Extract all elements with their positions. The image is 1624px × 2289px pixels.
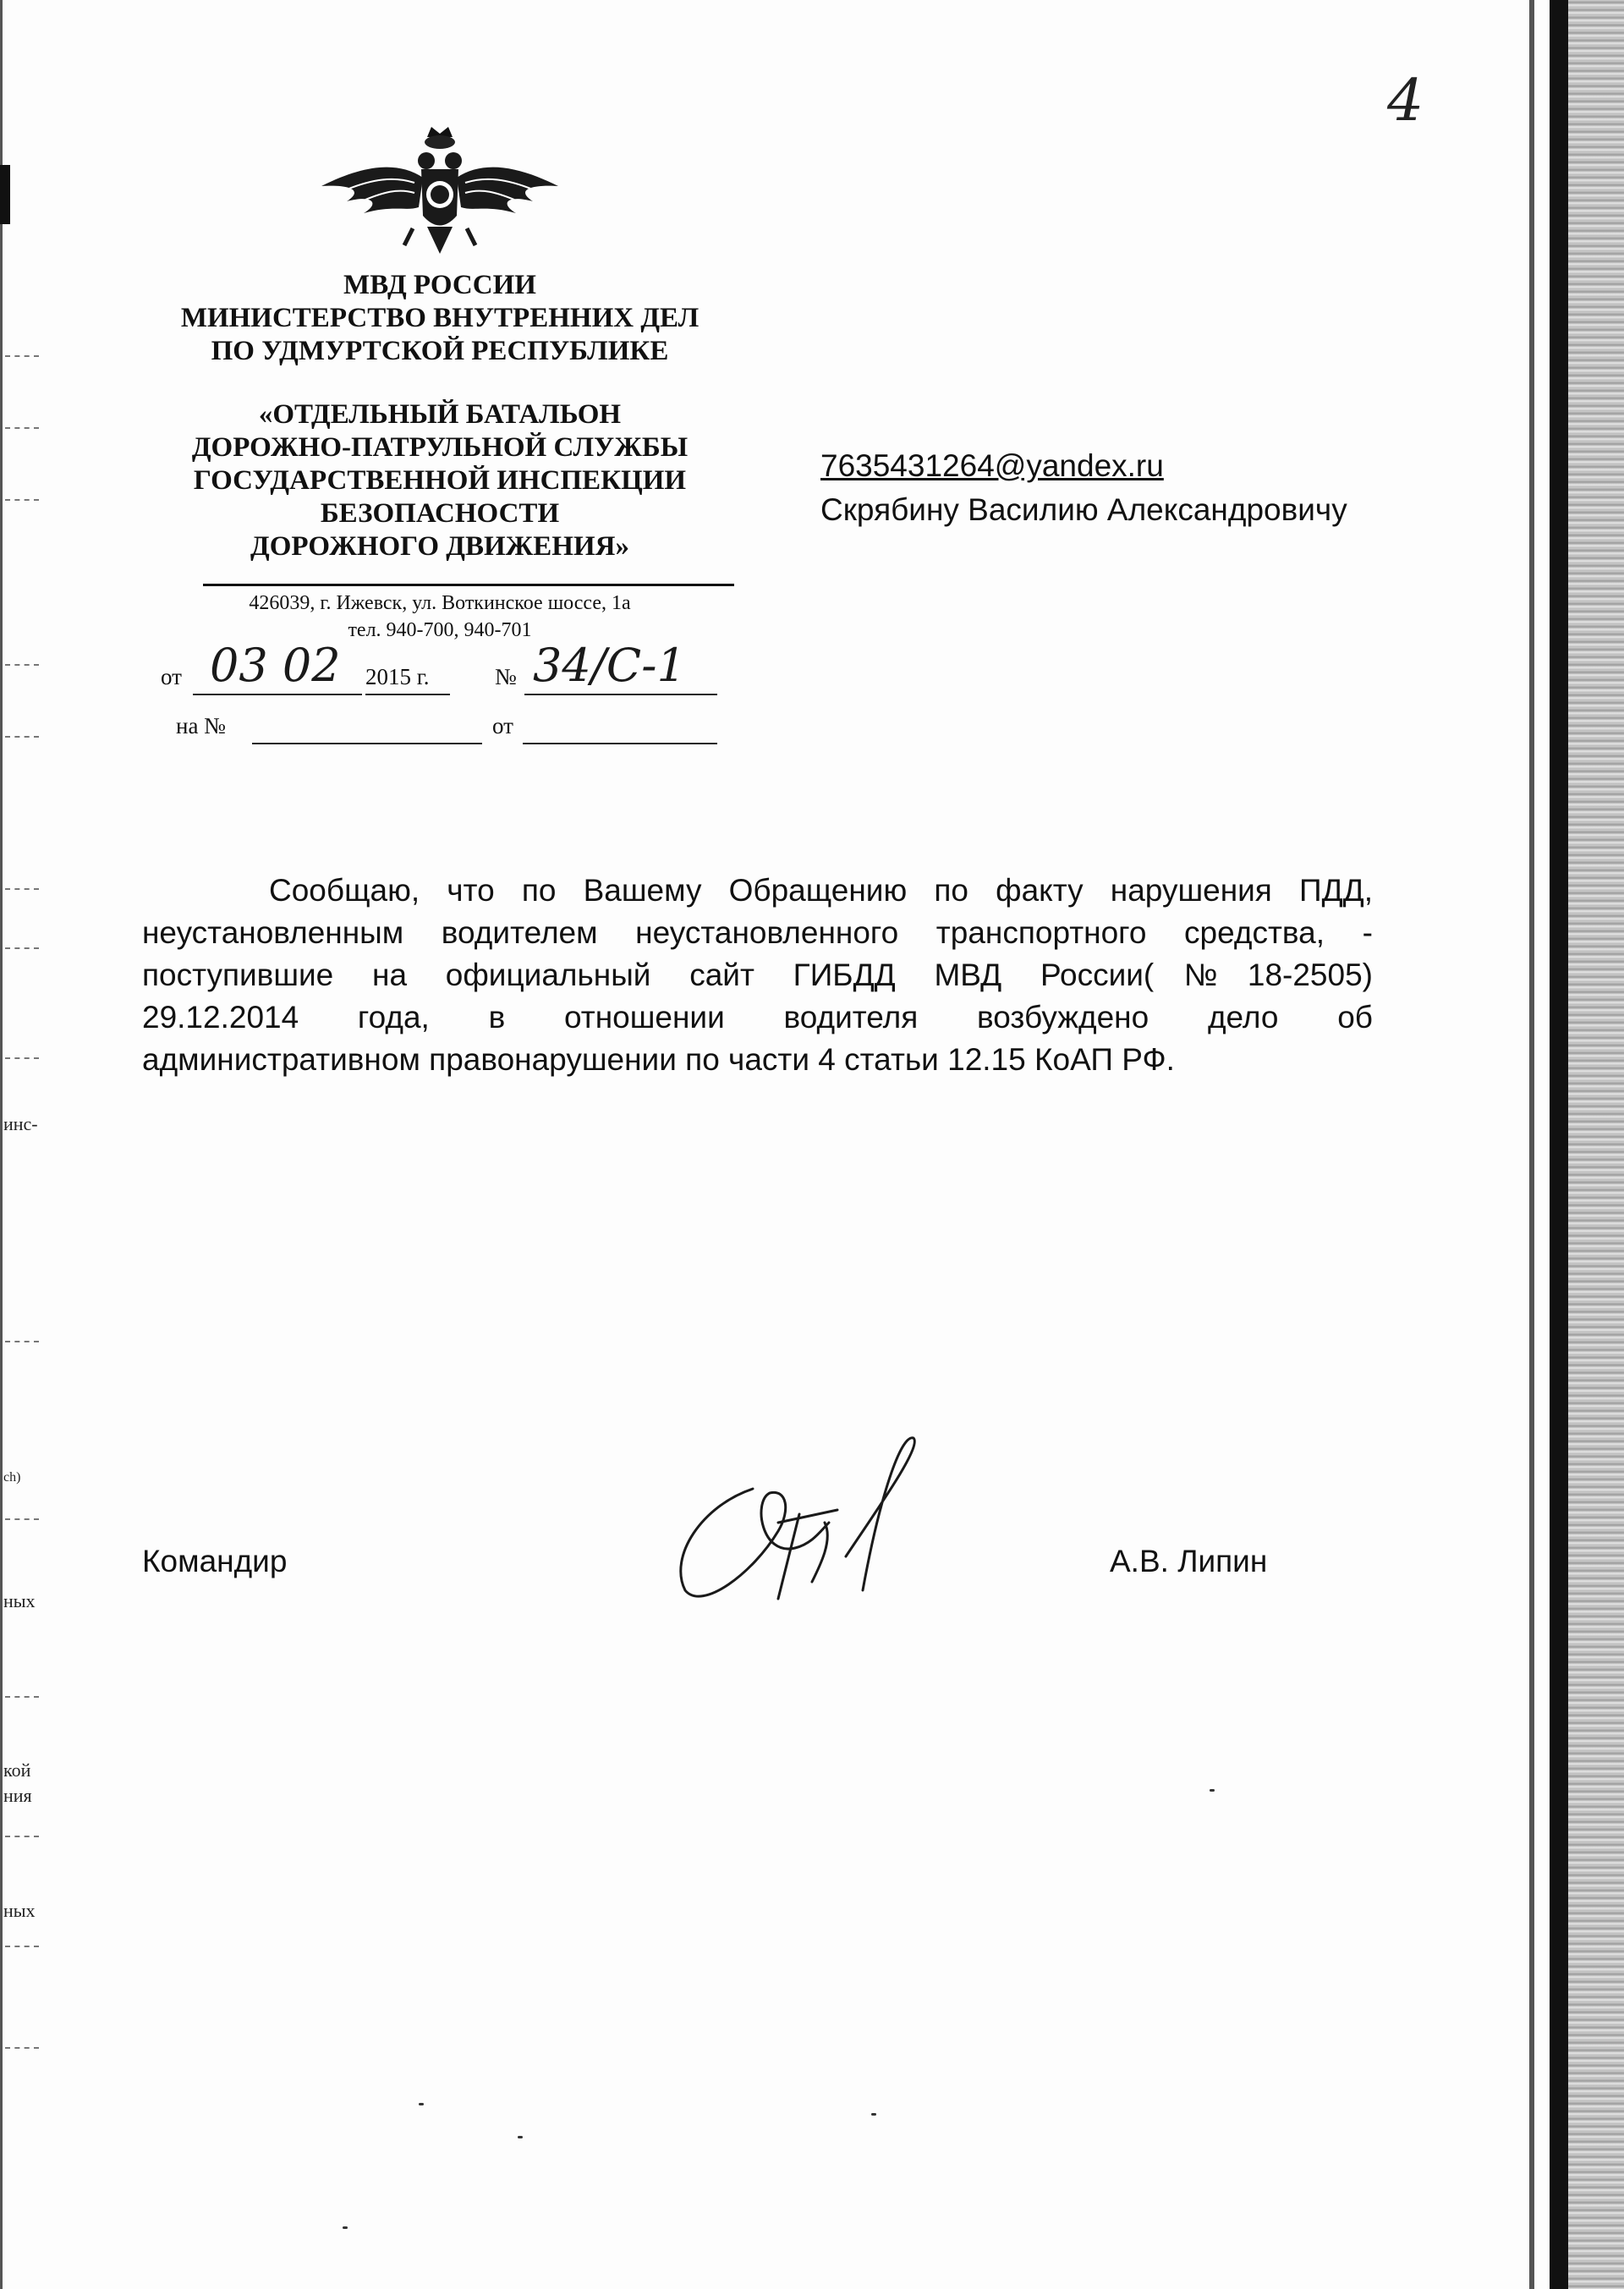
signer-title: Командир (142, 1544, 288, 1578)
margin-fragment: инс- (3, 1113, 38, 1134)
body-line: неустановленным водителем неустановленного транспортного средства, - (142, 915, 1373, 950)
scan-speck (1210, 1789, 1215, 1792)
scan-left-mark (0, 165, 10, 224)
date-label: от (161, 664, 182, 689)
margin-fragment: ния (3, 1785, 32, 1806)
handwritten-date: 03 02 (210, 639, 341, 692)
margin-fragment: ных (3, 1900, 36, 1921)
year-label: 2015 г. (365, 664, 430, 689)
margin-fragment: кой (3, 1759, 31, 1781)
scan-speck (871, 2113, 876, 2116)
margin-dash (5, 427, 39, 429)
address-line: 426039, г. Ижевск, ул. Воткинское шоссе, 1а (249, 592, 631, 614)
body-line: 29.12.2014 года, в отношении водителя возбуждено дело об (142, 1000, 1373, 1035)
margin-dash (5, 1057, 39, 1059)
scan-speck (518, 2136, 523, 2138)
mvd-emblem-icon (313, 127, 567, 262)
letter-body (142, 870, 1373, 1081)
margin-dash (5, 1341, 39, 1342)
handwritten-signature (651, 1430, 956, 1616)
margin-fragment: ных (3, 1590, 36, 1611)
header-line: ПО УДМУРТСКОЙ РЕСПУБЛИКЕ (211, 336, 669, 366)
issuer-header (144, 269, 736, 563)
handwritten-page-number: 4 (1387, 68, 1424, 134)
margin-dash (5, 947, 39, 949)
margin-dash (5, 664, 39, 666)
handwritten-number: 34/С-1 (533, 639, 686, 692)
scan-right-line (1529, 0, 1534, 2289)
header-line: «ОТДЕЛЬНЫЙ БАТАЛЬОН (258, 399, 622, 430)
margin-dash (5, 1696, 39, 1698)
scan-speck (419, 2103, 424, 2105)
margin-dash (5, 499, 39, 501)
body-line: поступившие на официальный сайт ГИБДД МВД России(№18-2505) (142, 958, 1373, 992)
recipient-name: Скрябину Василию Александровичу (820, 492, 1347, 527)
header-line: МВД РОССИИ (343, 270, 536, 300)
reply-number-underline (252, 743, 482, 744)
reply-date-label: от (492, 713, 513, 738)
margin-dash (5, 736, 39, 738)
reply-number-label: на № (176, 713, 226, 738)
scan-speck (343, 2226, 348, 2229)
margin-dash (5, 2047, 39, 2049)
reply-date-underline (523, 743, 717, 744)
issuer-address (144, 590, 736, 644)
header-line: ДОРОЖНО-ПАТРУЛЬНОЙ СЛУЖБЫ (191, 432, 689, 463)
margin-dash (5, 888, 39, 890)
header-line: МИНИСТЕРСТВО ВНУТРЕННИХ ДЕЛ (180, 303, 700, 333)
scan-left-edge (0, 0, 3, 2289)
header-line: ГОСУДАРСТВЕННОЙ ИНСПЕКЦИИ (193, 465, 687, 496)
header-line: ДОРОЖНОГО ДВИЖЕНИЯ» (250, 531, 629, 562)
date-underline (193, 694, 362, 695)
scan-right-edge (1550, 0, 1568, 2289)
phone-line: тел. 940-700, 940-701 (348, 619, 532, 641)
body-line: Сообщаю, что по Вашему Обращению по факту нарушения ПДД, (269, 873, 1373, 908)
number-underline (524, 694, 717, 695)
signer-name: А.В. Липин (1110, 1544, 1268, 1578)
header-line: БЕЗОПАСНОСТИ (320, 498, 560, 529)
margin-dash (5, 355, 39, 357)
year-underline (365, 694, 450, 695)
margin-dash (5, 1518, 39, 1520)
recipient-block (820, 444, 1347, 532)
margin-dash (5, 1946, 39, 1947)
margin-dash (5, 1836, 39, 1837)
recipient-email: 7635431264@yandex.ru (820, 448, 1164, 483)
margin-fragment: ch) (3, 1470, 21, 1485)
number-label: № (495, 664, 517, 689)
scan-right-noise (1568, 0, 1624, 2289)
body-line: административном правонарушении по части 4 статьи 12.15 КоАП РФ. (142, 1042, 1175, 1077)
header-rule (203, 584, 734, 586)
